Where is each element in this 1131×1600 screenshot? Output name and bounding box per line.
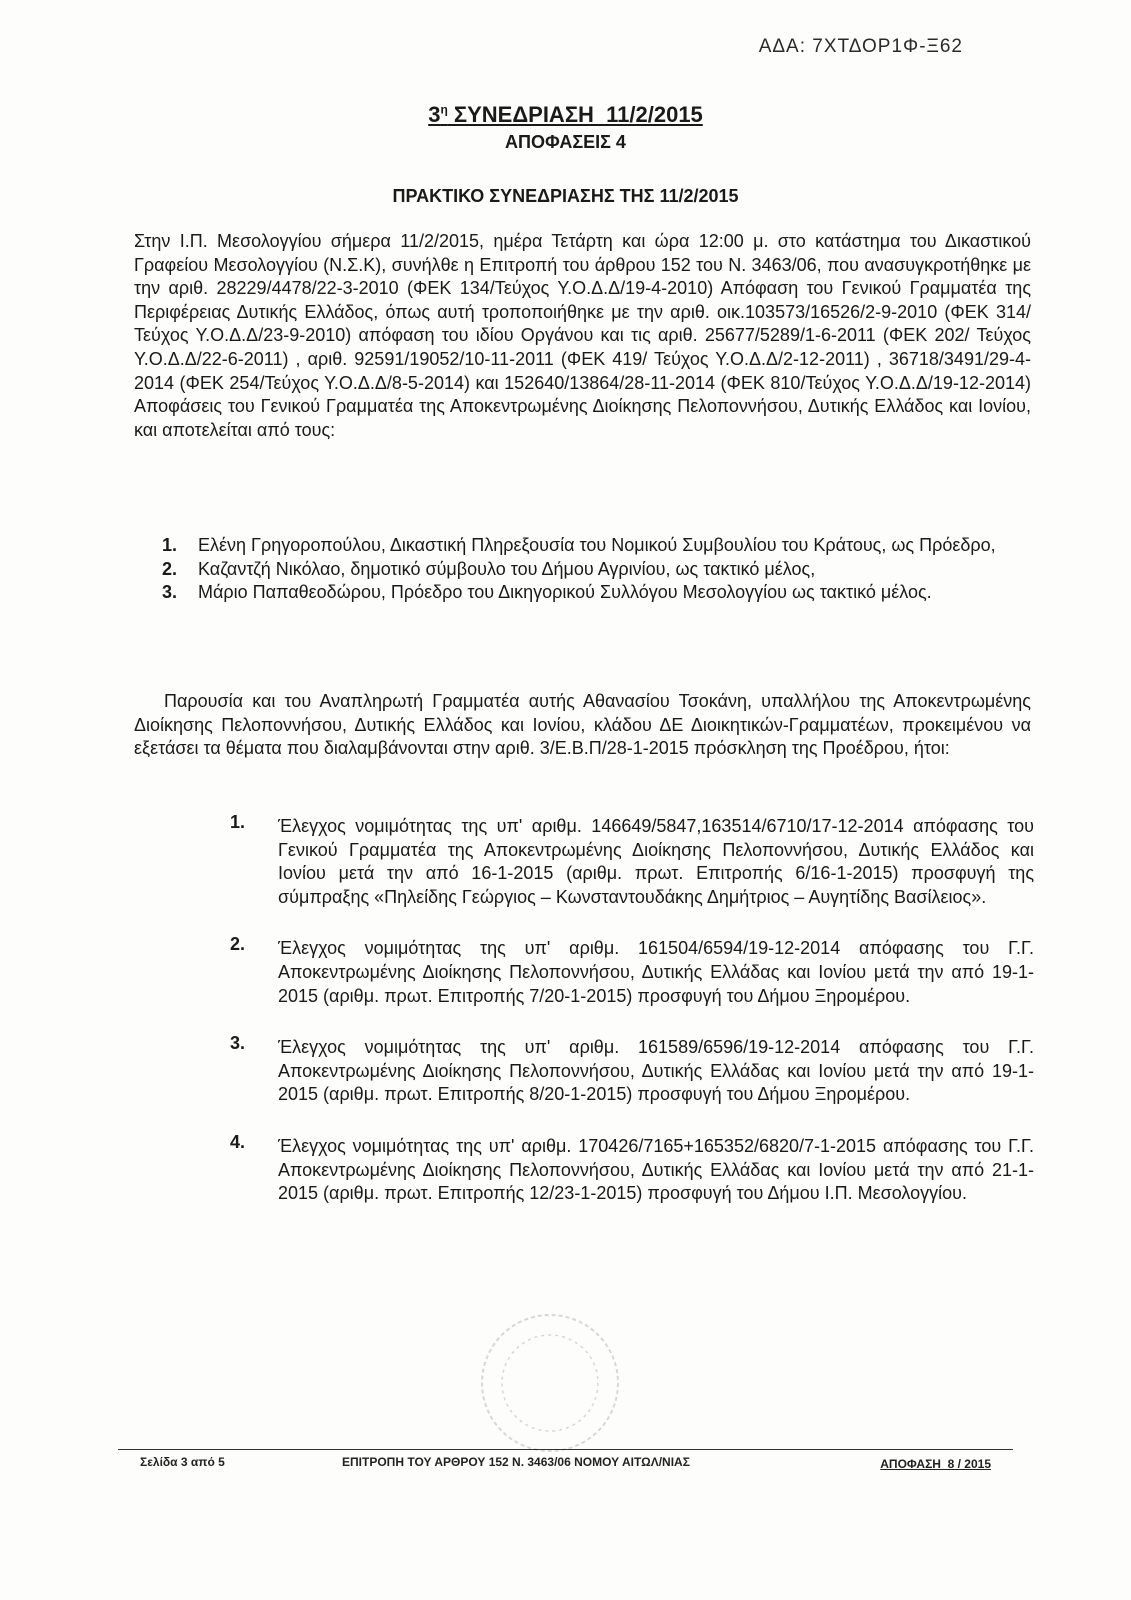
- footer: [118, 1451, 1013, 1475]
- list-item: [230, 934, 1034, 1008]
- decisions-count: ΑΠΟΦΑΣΕΙΣ 4: [505, 132, 626, 152]
- page-number: Σελίδα 3 από 5: [140, 1455, 225, 1469]
- agenda-number: 1.: [230, 812, 246, 832]
- session-superscript: η: [440, 102, 448, 117]
- list-item: [230, 1033, 1034, 1107]
- session-date: ΣΥΝΕΔΡΙΑΣΗ 11/2/2015: [447, 102, 703, 127]
- ada-code: ΑΔΑ: 7ΧΤΔΟΡ1Φ-Ξ62: [758, 36, 963, 57]
- list-item: [230, 1131, 1034, 1206]
- committee-name: ΕΠΙΤΡΟΠΗ ΤΟΥ ΑΡΘΡΟΥ 152 Ν. 3463/06 ΝΟΜΟΥ ΑΙΤΩΛ/ΝΙΑΣ: [342, 1455, 690, 1469]
- member-number: 1.: [162, 535, 178, 555]
- member-text: Ελένη Γρηγοροπούλου, Δικαστική Πληρεξουσία του Νομικού Συμβουλίου του Κράτους, ως Πρόεδρο,: [198, 535, 996, 555]
- decision-number: ΑΠΟΦΑΣΗ 8 / 2015: [880, 1457, 991, 1471]
- agenda-number: 4.: [230, 1131, 246, 1152]
- member-text: Καζαντζή Νικόλαο, δημοτικό σύμβουλο του Δήμου Αγρινίου, ως τακτικό μέλος,: [198, 558, 816, 579]
- stamp-seal: [470, 1308, 630, 1458]
- minutes-title: ΠΡΑΚΤΙΚΟ ΣΥΝΕΔΡΙΑΣΗΣ ΤΗΣ 11/2/2015: [392, 186, 739, 206]
- footer-divider: [118, 1449, 1013, 1450]
- agenda-text: Έλεγχος νομιμότητας της υπ' αριθμ. 161589/6596/19-12-2014 απόφασης του Γ.Γ. Αποκεντρωμένης Διοίκησης Πελοποννήσου, Δυτικής Ελλάδας και Ιονίου μετά την από 19-1-2015 (αριθμ. πρωτ. Επιτροπής 8/20-1-2015) προσφυγή του Δήμου Ξηρομέρου.: [278, 1037, 1034, 1105]
- list-item: [230, 812, 1034, 909]
- agenda-number: 2.: [230, 934, 246, 955]
- agenda-number: 3.: [230, 1033, 246, 1054]
- list-item: [138, 558, 1031, 582]
- list-item: [138, 581, 1031, 605]
- agenda-text: Έλεγχος νομιμότητας της υπ' αριθμ. 170426/7165+165352/6820/7-1-2015 απόφασης του Γ.Γ. Αποκεντρωμένης Διοίκησης Πελοποννήσου, Δυτικής Ελλάδας και Ιονίου μετά την από 21-1-2015 (αριθμ. πρωτ. Επιτροπής 12/23-1-2015) προσφυγή του Δήμου Ι.Π. Μεσολογγίου.: [278, 1135, 1034, 1204]
- member-text: Μάριο Παπαθεοδώρου, Πρόεδρο του Δικηγορικού Συλλόγου Μεσολογγίου ως τακτικό μέλος.: [198, 582, 932, 603]
- list-item: [138, 534, 1031, 558]
- agenda-text: Έλεγχος νομιμότητας της υπ' αριθμ. 161504/6594/19-12-2014 απόφασης του Γ.Γ. Αποκεντρωμένης Διοίκησης Πελοποννήσου, Δυτικής Ελλάδας και Ιονίου μετά την από 19-1-2015 (αριθμ. πρωτ. Επιτροπής 7/20-1-2015) προσφυγή του Δήμου Ξηρομέρου.: [278, 938, 1034, 1006]
- member-number: 3.: [162, 582, 178, 603]
- member-number: 2.: [162, 558, 178, 579]
- session-number: 3: [428, 102, 441, 127]
- presence-paragraph: Παρουσία και του Αναπληρωτή Γραμματέα αυτής Αθανασίου Τσοκάνη, υπαλλήλου της Αποκεντρωμένης Διοίκησης Πελοποννήσου, Δυτικής Ελλάδος και Ιονίου, κλάδου ΔΕ Διοικητικών-Γραμματέων, προκειμένου να εξετάσει τα θέματα που διαλαμβάνονται στην αριθ. 3/Ε.Β.Π/28-1-2015 πρόσκληση της Προέδρου, ήτοι:: [134, 691, 1031, 759]
- intro-paragraph: Στην Ι.Π. Μεσολογγίου σήμερα 11/2/2015, ημέρα Τετάρτη και ώρα 12:00 μ. στο κατάστημα του Δικαστικού Γραφείου Μεσολογγίου (Ν.Σ.Κ), συνήλθε η Επιτροπή του άρθρου 152 του Ν. 3463/06, που ανασυγκροτήθηκε με την αριθ. 28229/4478/22-3-2010 (ΦΕΚ 134/Τεύχος Υ.Ο.Δ.Δ/19-4-2010) Απόφαση του Γενικού Γραμματέα της Περιφέρειας Δυτικής Ελλάδος, όπως αυτή τροποποιήθηκε με την αριθ. οικ.103573/16526/2-9-2010 (ΦΕΚ 314/Τεύχος Υ.Ο.Δ.Δ/23-9-2010) απόφαση του ιδίου Οργάνου και τις αριθ. 25677/5289/1-6-2011 (ΦΕΚ 202/ Τεύχος Υ.Ο.Δ.Δ/22-6-2011) , αριθ. 92591/19052/10-11-2011 (ΦΕΚ 419/ Τεύχος Υ.Ο.Δ.Δ/2-12-2011) , 36718/3491/29-4-2014 (ΦΕΚ 254/Τεύχος Υ.Ο.Δ.Δ/8-5-2014) και 152640/13864/28-11-2014 (ΦΕΚ 810/Τεύχος Υ.Ο.Δ.Δ/19-12-2014) Αποφάσεις του Γενικού Γραμματέα της Αποκεντρωμένης Διοίκησης Πελοποννήσου, Δυτικής Ελλάδος και Ιονίου, και αποτελείται από τους:: [134, 231, 1031, 440]
- members-list: [138, 534, 1031, 605]
- agenda-list: [230, 812, 1034, 1234]
- agenda-text: Έλεγχος νομιμότητας της υπ' αριθμ. 146649/5847,163514/6710/17-12-2014 απόφασης του Γενικού Γραμματέα της Αποκεντρωμένης Διοίκησης Πελοποννήσου, Δυτικής Ελλάδος και Ιονίου μετά την από 16-1-2015 (αριθμ. πρωτ. Επιτροπής 6/16-1-2015) προσφυγή της σύμπραξης «Πηλείδης Γεώργιος – Κωνσταντουδάκης Δημήτριος – Αυγητίδης Βασίλειος».: [278, 816, 1034, 907]
- session-title: [0, 102, 1131, 128]
